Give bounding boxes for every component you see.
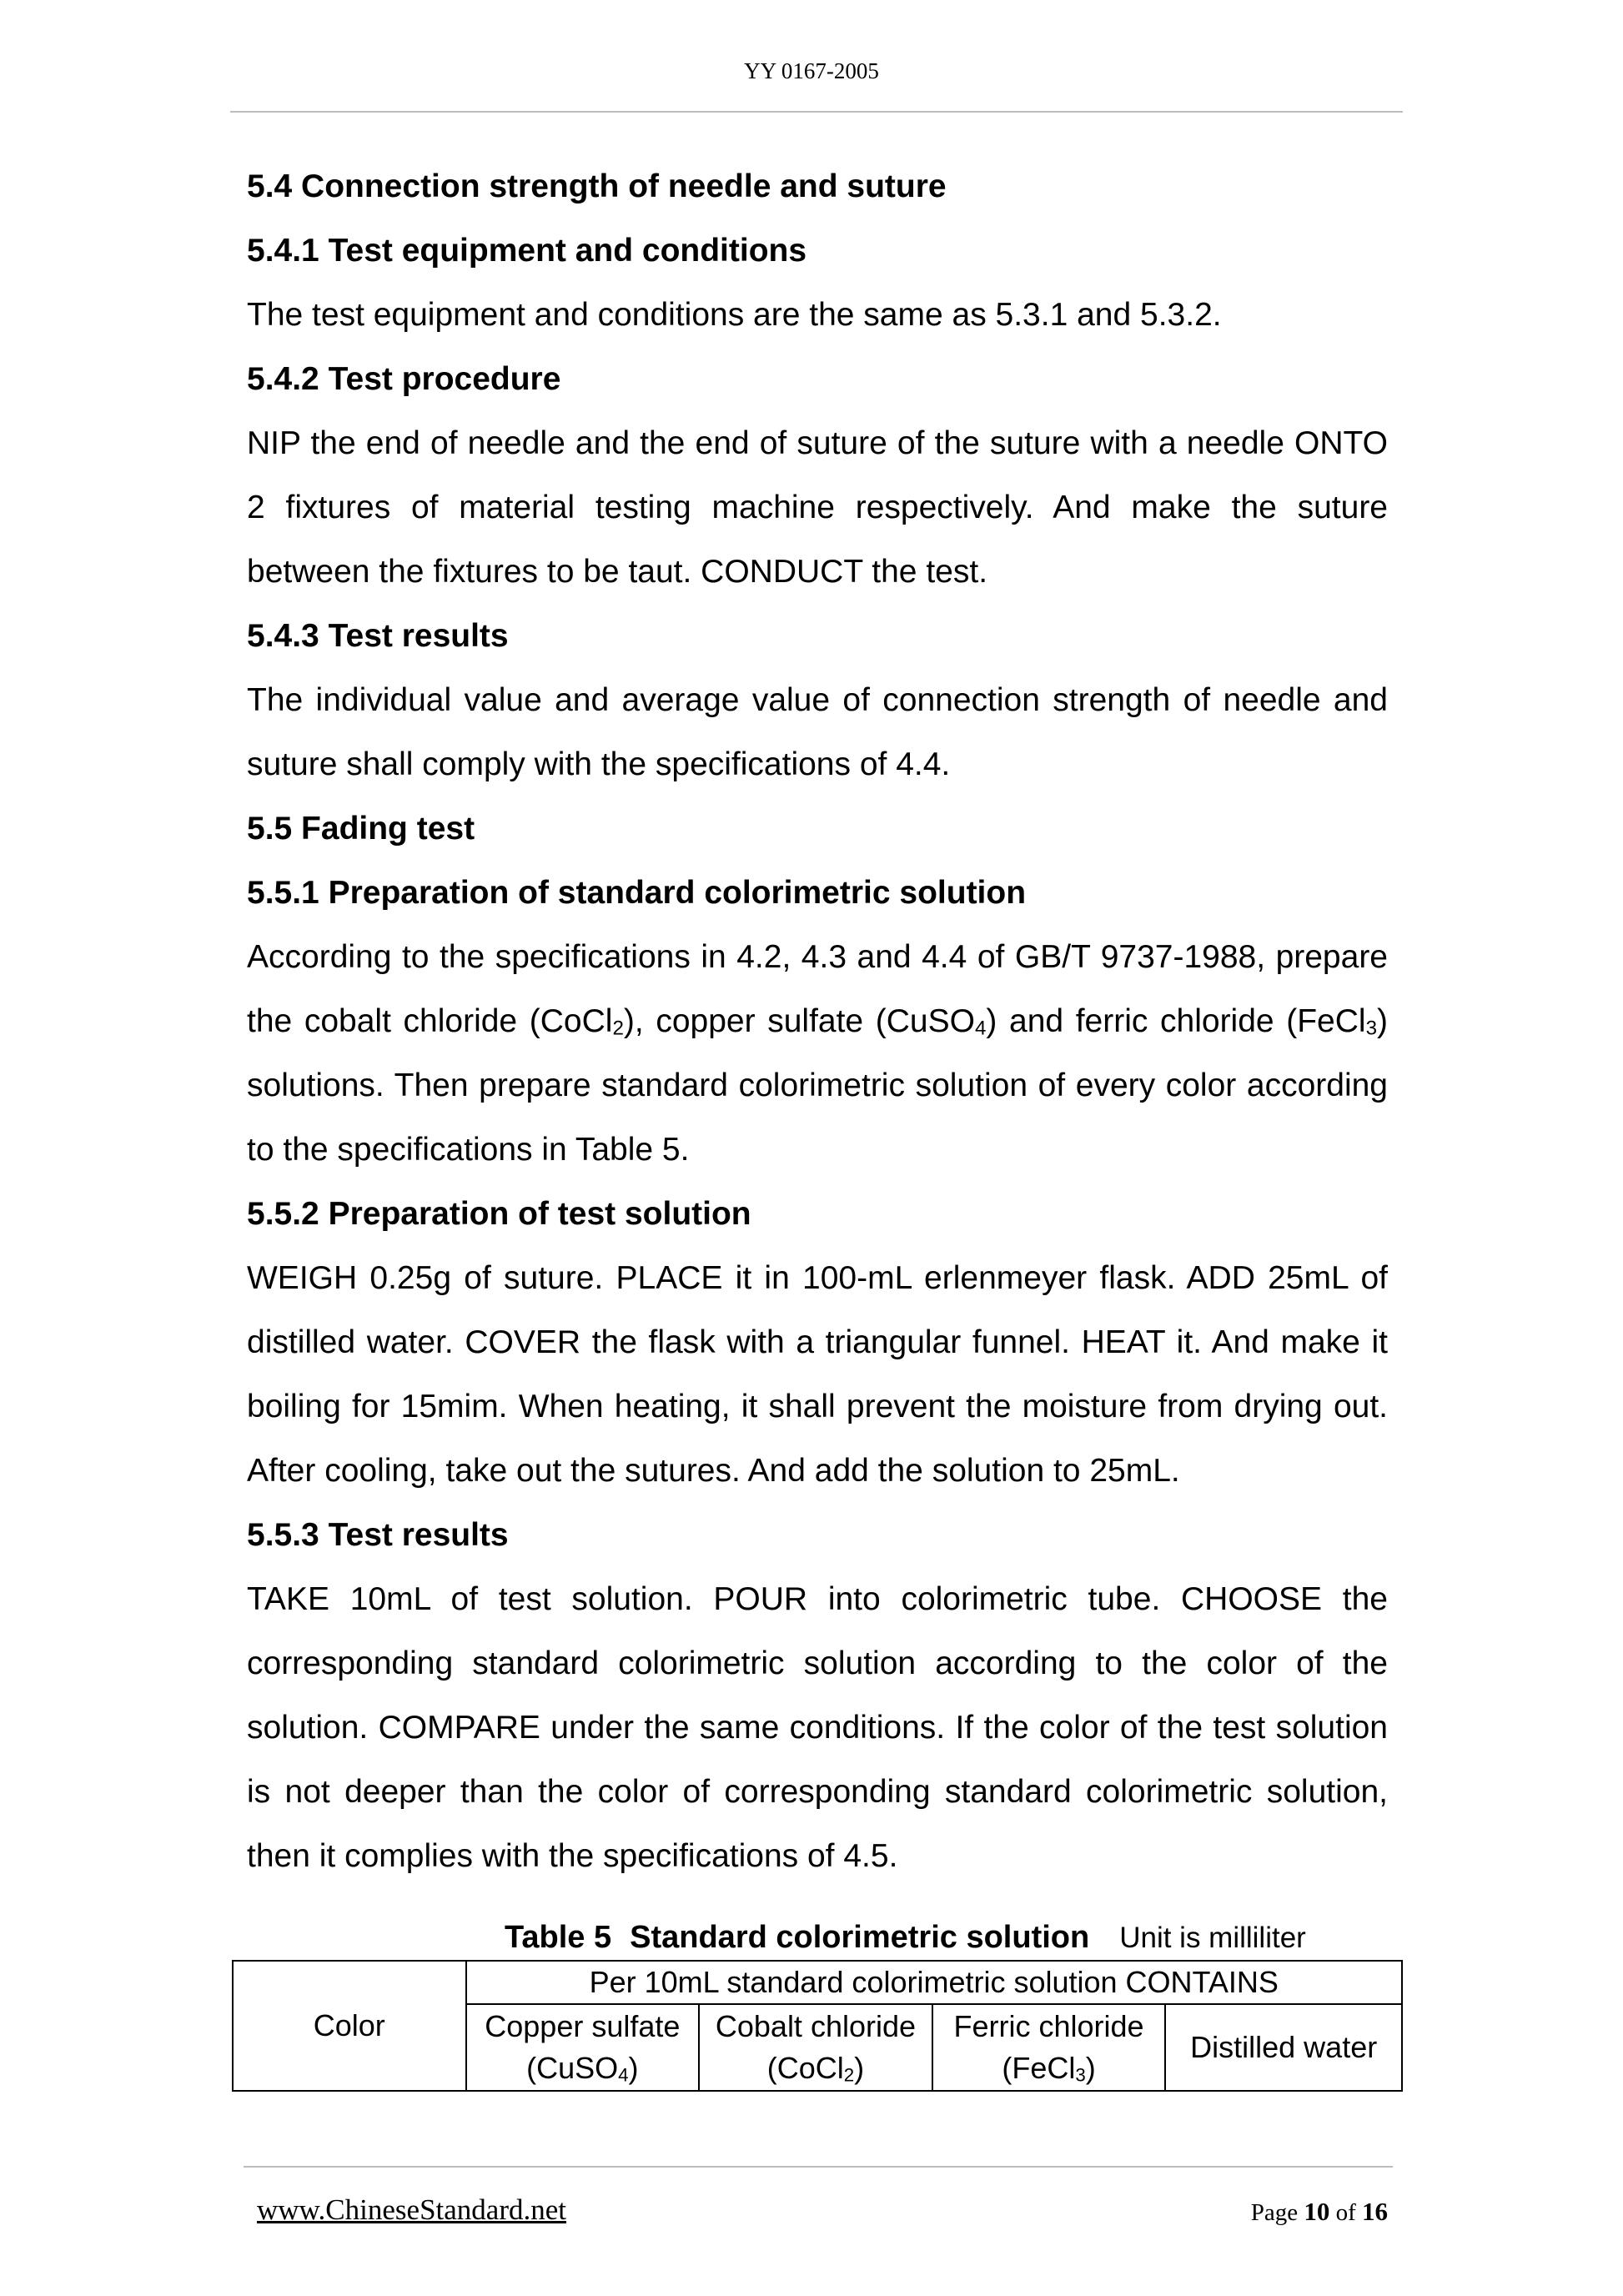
formula-text: )	[628, 2051, 639, 2085]
page-total: 16	[1362, 2197, 1388, 2226]
table-number: Table 5	[505, 1920, 612, 1955]
subscript: 2	[843, 2064, 855, 2086]
section-5-5-1-text	[247, 925, 1388, 1182]
section-5-5-3-text: TAKE 10mL of test solution. POUR into colorimetric tube. CHOOSE the corresponding standard colorimetric solution according to the color of the solution. COMPARE under the same conditions. If the color of the test solution is not deeper than the color of corresponding standard colorimetric solution, then it complies with the specifications of 4.5.	[247, 1581, 1388, 1874]
text-run: ) solutions. Then prepare standard colorimetric solution of every color according to the specifications in Table 5.	[247, 1003, 1389, 1168]
page-of: of	[1335, 2199, 1356, 2226]
header-copper-sulfate	[466, 2004, 700, 2091]
section-5-4-1-text: The test equipment and conditions are the same as 5.3.1 and 5.3.2.	[247, 297, 1222, 333]
section-5-4-2-title: 5.4.2 Test procedure	[247, 361, 561, 397]
header-distilled-water: Distilled water	[1165, 2004, 1402, 2091]
section-5-5-title: 5.5 Fading test	[247, 811, 475, 847]
section-5-5-2-text: WEIGH 0.25g of suture. PLACE it in 100-mL erlenmeyer flask. ADD 25mL of distilled water. COVER the flask with a triangular funnel. HEAT it. And make it boiling for 15mim. When heating, it shall prevent the moisture from drying out. After cooling, take out the sutures. And add the solution to 25mL.	[247, 1260, 1388, 1489]
column-formula	[703, 2047, 928, 2089]
text-run: ) and ferric chloride (FeCl	[986, 1003, 1366, 1039]
formula-text: (CuSO	[526, 2051, 619, 2085]
document-body	[247, 154, 1388, 1888]
formula-text: (CoCl	[766, 2051, 844, 2085]
subscript: 4	[974, 1017, 987, 1040]
section-5-4-2-text: NIP the end of needle and the end of suture of the suture with a needle ONTO 2 fixtures of material testing machine respectively. And make the suture between the fixtures to be taut. CONDUCT the test.	[247, 425, 1388, 590]
section-5-4-3-title: 5.4.3 Test results	[247, 618, 509, 654]
table-unit: Unit is milliliter	[1119, 1922, 1306, 1954]
page-label: Page	[1250, 2199, 1299, 2226]
formula-text: )	[1085, 2051, 1096, 2085]
header-divider	[230, 111, 1403, 113]
section-5-5-1-title: 5.5.1 Preparation of standard colorimetric solution	[247, 875, 1027, 911]
section-5-4-3-text: The individual value and average value of connection strength of needle and suture shall comply with the specifications of 4.4.	[247, 682, 1388, 782]
footer-divider	[244, 2166, 1393, 2168]
column-formula	[937, 2047, 1162, 2089]
column-name: Copper sulfate	[485, 2009, 681, 2043]
header-color: Color	[233, 1961, 466, 2091]
page-current: 10	[1304, 2197, 1330, 2226]
column-formula	[470, 2047, 696, 2089]
text-run: ), copper sulfate (CuSO	[623, 1003, 975, 1039]
standard-colorimetric-table	[232, 1960, 1403, 2092]
page-number	[1251, 2197, 1388, 2227]
header-group: Per 10mL standard colorimetric solution CONTAINS	[466, 1961, 1403, 2004]
subscript: 3	[1075, 2064, 1086, 2086]
section-5-4-title: 5.4 Connection strength of needle and suture	[247, 168, 947, 204]
header-cobalt-chloride	[699, 2004, 932, 2091]
subscript: 3	[1365, 1017, 1378, 1040]
table-title: Standard colorimetric solution	[630, 1920, 1090, 1955]
section-5-5-3-title: 5.5.3 Test results	[247, 1517, 509, 1553]
formula-text: (FeCl	[1002, 2051, 1076, 2085]
subscript: 4	[618, 2064, 629, 2086]
text-run: According to the specifications in 4.2, 4.3 and 4.4 of GB/T 9737-1988, prepare the cobalt chloride (CoCl	[247, 939, 1388, 1039]
section-5-5-2-title: 5.5.2 Preparation of test solution	[247, 1196, 751, 1232]
header-ferric-chloride	[932, 2004, 1166, 2091]
column-name: Ferric chloride	[953, 2009, 1144, 2043]
column-name: Cobalt chloride	[715, 2009, 917, 2043]
table-5-caption	[505, 1917, 1306, 1959]
subscript: 2	[612, 1017, 624, 1040]
formula-text: )	[854, 2051, 865, 2085]
document-code-header: YY 0167-2005	[744, 58, 879, 83]
website-link[interactable]: www.ChineseStandard.net	[257, 2193, 566, 2226]
section-5-4-1-title: 5.4.1 Test equipment and conditions	[247, 233, 807, 269]
